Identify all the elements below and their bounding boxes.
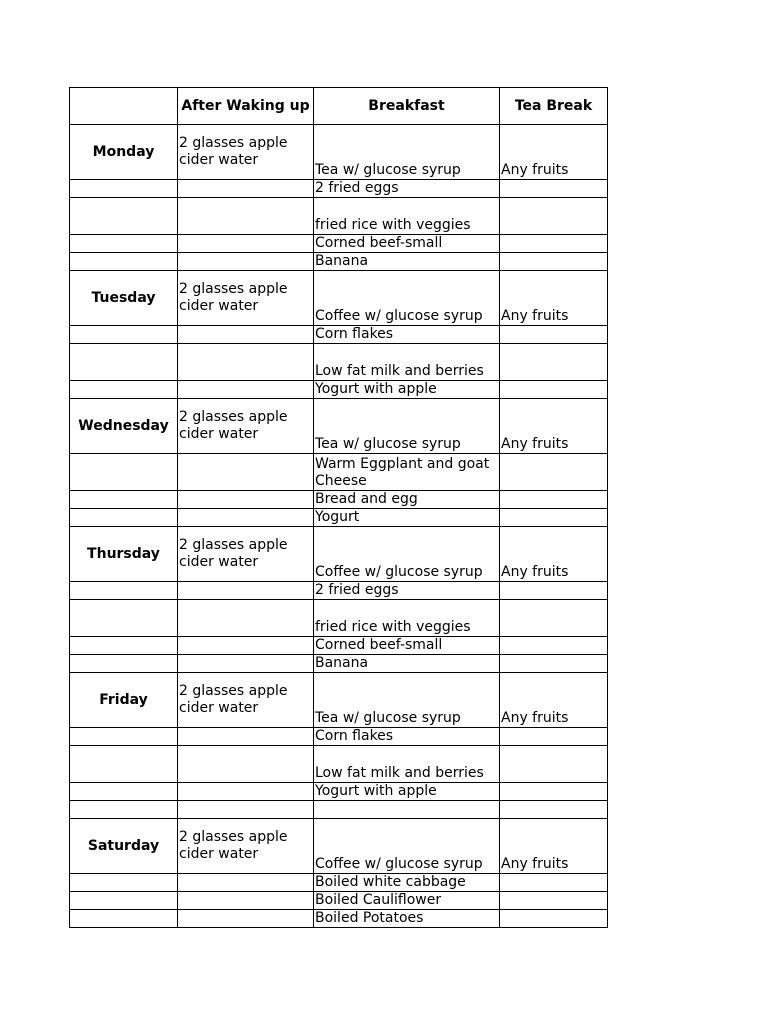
- tea-break-cell: [500, 910, 608, 928]
- tea-break-cell: [500, 637, 608, 655]
- day-label: Friday: [70, 673, 178, 728]
- breakfast-cell: fried rice with veggies: [314, 198, 500, 235]
- header-row: [70, 88, 608, 125]
- breakfast-cell: 2 fried eggs: [314, 582, 500, 600]
- tea-break-cell: [500, 491, 608, 509]
- empty-cell: [70, 655, 178, 673]
- after-waking-cell: [178, 454, 314, 491]
- breakfast-cell: Tea w/ glucose syrup: [314, 673, 500, 728]
- breakfast-cell: Coffee w/ glucose syrup: [314, 527, 500, 582]
- empty-cell: [70, 783, 178, 801]
- tea-break-cell: [500, 381, 608, 399]
- table-row: [70, 253, 608, 271]
- table-row: [70, 655, 608, 673]
- after-waking-cell: [178, 253, 314, 271]
- day-label: Wednesday: [70, 399, 178, 454]
- table-row: [70, 180, 608, 198]
- day-label: Saturday: [70, 819, 178, 874]
- after-waking-cell: [178, 381, 314, 399]
- table-row: [70, 910, 608, 928]
- tea-break-cell: Any fruits: [500, 125, 608, 180]
- table-row: [70, 673, 608, 728]
- table-row: [70, 819, 608, 874]
- empty-cell: [70, 180, 178, 198]
- day-label: Tuesday: [70, 271, 178, 326]
- after-waking-cell: [178, 655, 314, 673]
- after-waking-cell: [178, 198, 314, 235]
- tea-break-cell: [500, 874, 608, 892]
- tea-break-cell: [500, 235, 608, 253]
- tea-break-cell: [500, 728, 608, 746]
- empty-cell: [70, 381, 178, 399]
- header-tea-break: Tea Break: [500, 88, 608, 125]
- breakfast-cell: Yogurt with apple: [314, 783, 500, 801]
- after-waking-cell: 2 glasses apple cider water: [178, 673, 314, 728]
- tea-break-cell: [500, 509, 608, 527]
- day-label: Monday: [70, 125, 178, 180]
- table-row: [70, 728, 608, 746]
- table-row: [70, 527, 608, 582]
- breakfast-cell: Corn flakes: [314, 326, 500, 344]
- tea-break-cell: [500, 180, 608, 198]
- table-row: [70, 235, 608, 253]
- empty-cell: [70, 344, 178, 381]
- empty-cell: [70, 801, 178, 819]
- header-breakfast: Breakfast: [314, 88, 500, 125]
- breakfast-cell: Corned beef-small: [314, 637, 500, 655]
- table-row: [70, 198, 608, 235]
- tea-break-cell: Any fruits: [500, 819, 608, 874]
- table-row: [70, 874, 608, 892]
- breakfast-cell: Yogurt with apple: [314, 381, 500, 399]
- empty-cell: [70, 509, 178, 527]
- breakfast-cell: Bread and egg: [314, 491, 500, 509]
- tea-break-cell: [500, 655, 608, 673]
- tea-break-cell: [500, 198, 608, 235]
- after-waking-cell: [178, 326, 314, 344]
- after-waking-cell: [178, 783, 314, 801]
- tea-break-cell: [500, 600, 608, 637]
- breakfast-cell: Low fat milk and berries: [314, 746, 500, 783]
- after-waking-cell: 2 glasses apple cider water: [178, 271, 314, 326]
- header-after-waking-up: After Waking up: [178, 88, 314, 125]
- breakfast-cell: Warm Eggplant and goat Cheese: [314, 454, 500, 491]
- tea-break-cell: [500, 801, 608, 819]
- tea-break-cell: [500, 454, 608, 491]
- empty-cell: [70, 326, 178, 344]
- empty-cell: [70, 235, 178, 253]
- table-row: [70, 600, 608, 637]
- breakfast-cell: Tea w/ glucose syrup: [314, 399, 500, 454]
- breakfast-cell: Corned beef-small: [314, 235, 500, 253]
- breakfast-cell: Tea w/ glucose syrup: [314, 125, 500, 180]
- empty-cell: [70, 253, 178, 271]
- empty-cell: [70, 637, 178, 655]
- empty-cell: [70, 874, 178, 892]
- after-waking-cell: [178, 728, 314, 746]
- table-row: [70, 509, 608, 527]
- breakfast-cell: 2 fried eggs: [314, 180, 500, 198]
- tea-break-cell: [500, 253, 608, 271]
- tea-break-cell: [500, 892, 608, 910]
- table-row: [70, 783, 608, 801]
- breakfast-cell: Boiled Cauliflower: [314, 892, 500, 910]
- tea-break-cell: Any fruits: [500, 399, 608, 454]
- empty-cell: [70, 198, 178, 235]
- empty-cell: [70, 454, 178, 491]
- after-waking-cell: [178, 746, 314, 783]
- breakfast-cell: fried rice with veggies: [314, 600, 500, 637]
- empty-cell: [70, 728, 178, 746]
- after-waking-cell: [178, 600, 314, 637]
- table-row: [70, 801, 608, 819]
- table-row: [70, 491, 608, 509]
- breakfast-cell: Coffee w/ glucose syrup: [314, 271, 500, 326]
- meal-plan-table: [69, 87, 608, 928]
- after-waking-cell: [178, 509, 314, 527]
- breakfast-cell: [314, 801, 500, 819]
- after-waking-cell: [178, 910, 314, 928]
- after-waking-cell: [178, 491, 314, 509]
- table-row: [70, 326, 608, 344]
- empty-cell: [70, 910, 178, 928]
- breakfast-cell: Low fat milk and berries: [314, 344, 500, 381]
- breakfast-cell: Boiled Potatoes: [314, 910, 500, 928]
- breakfast-cell: Coffee w/ glucose syrup: [314, 819, 500, 874]
- tea-break-cell: Any fruits: [500, 527, 608, 582]
- after-waking-cell: [178, 235, 314, 253]
- tea-break-cell: Any fruits: [500, 271, 608, 326]
- after-waking-cell: 2 glasses apple cider water: [178, 399, 314, 454]
- table-row: [70, 454, 608, 491]
- tea-break-cell: [500, 746, 608, 783]
- breakfast-cell: Boiled white cabbage: [314, 874, 500, 892]
- header-day: [70, 88, 178, 125]
- table-row: [70, 381, 608, 399]
- empty-cell: [70, 600, 178, 637]
- empty-cell: [70, 582, 178, 600]
- empty-cell: [70, 892, 178, 910]
- table-row: [70, 637, 608, 655]
- after-waking-cell: [178, 892, 314, 910]
- table-row: [70, 344, 608, 381]
- empty-cell: [70, 491, 178, 509]
- breakfast-cell: Banana: [314, 253, 500, 271]
- empty-cell: [70, 746, 178, 783]
- after-waking-cell: [178, 180, 314, 198]
- after-waking-cell: [178, 344, 314, 381]
- after-waking-cell: 2 glasses apple cider water: [178, 819, 314, 874]
- table-row: [70, 271, 608, 326]
- table-row: [70, 746, 608, 783]
- after-waking-cell: [178, 637, 314, 655]
- after-waking-cell: [178, 582, 314, 600]
- tea-break-cell: [500, 326, 608, 344]
- breakfast-cell: Yogurt: [314, 509, 500, 527]
- day-label: Thursday: [70, 527, 178, 582]
- tea-break-cell: Any fruits: [500, 673, 608, 728]
- breakfast-cell: Corn flakes: [314, 728, 500, 746]
- tea-break-cell: [500, 344, 608, 381]
- after-waking-cell: [178, 801, 314, 819]
- tea-break-cell: [500, 582, 608, 600]
- after-waking-cell: 2 glasses apple cider water: [178, 527, 314, 582]
- after-waking-cell: [178, 874, 314, 892]
- breakfast-cell: Banana: [314, 655, 500, 673]
- table-row: [70, 892, 608, 910]
- after-waking-cell: 2 glasses apple cider water: [178, 125, 314, 180]
- table-row: [70, 399, 608, 454]
- table-body: [70, 125, 608, 928]
- tea-break-cell: [500, 783, 608, 801]
- table-row: [70, 125, 608, 180]
- table-row: [70, 582, 608, 600]
